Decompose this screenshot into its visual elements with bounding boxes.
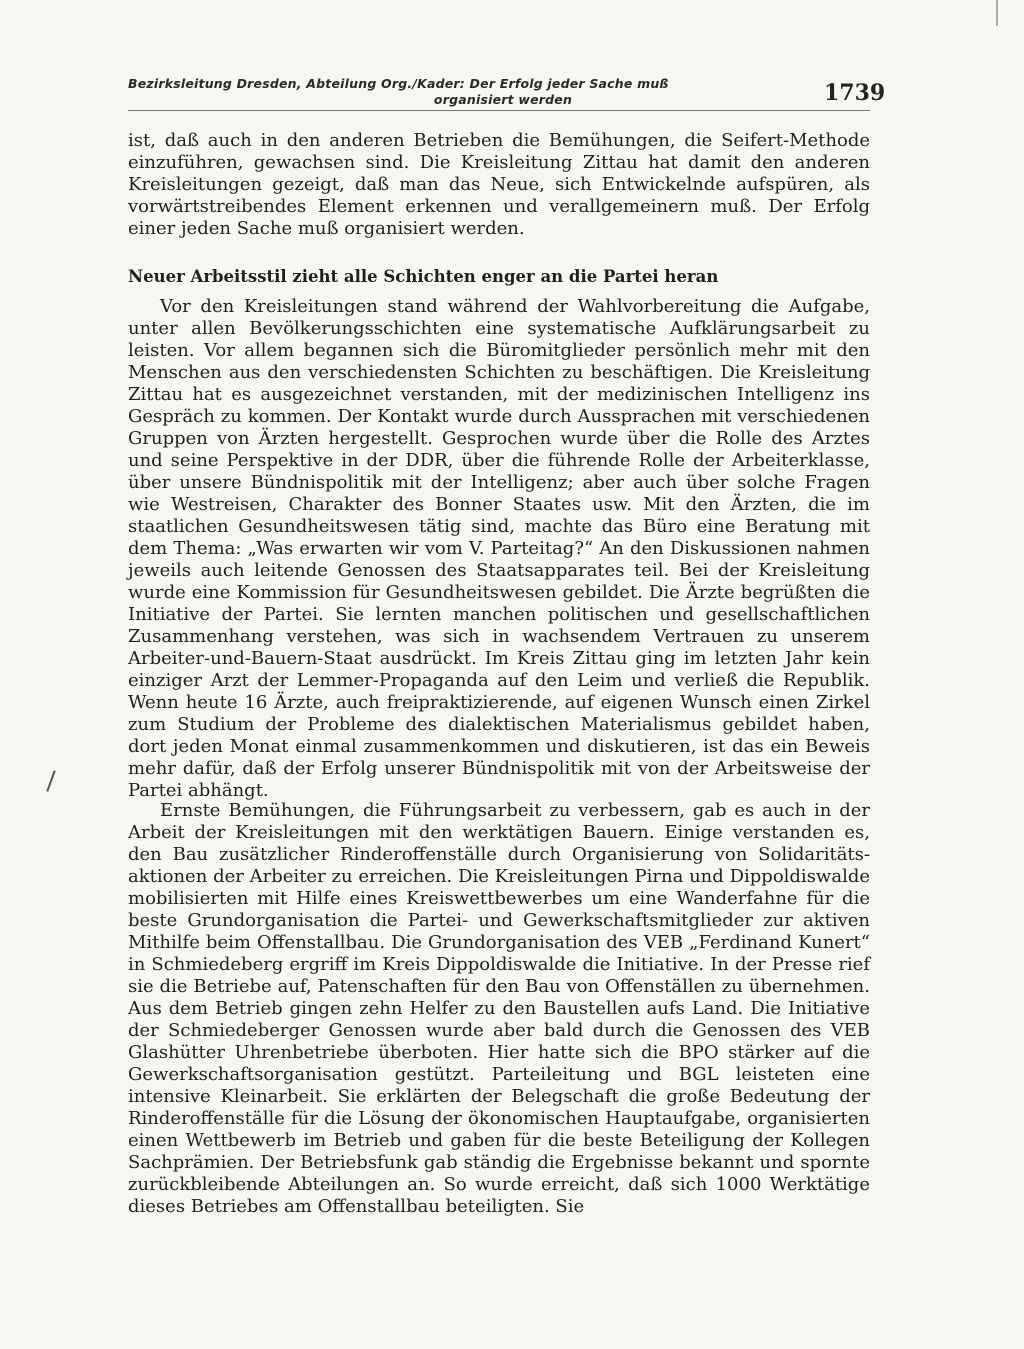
paragraph-1: ist, daß auch in den anderen Betrieben die Bemühungen, die Seifert-Methode einzuführen, gewachsen sind. Die Kreisleitung Zittau hat damit den anderen Kreisleitungen gezeigt, daß man das Neue, sich Entwickelnde aufspüren, als vorwärtstreibendes Element erkennen und verallgemeinern muß. Der Erfolg einer jeden Sache muß organisiert werden. (128, 130, 870, 239)
running-title-line-1: Bezirksleitung Dresden, Abteilung Org./Kader: Der Erfolg jeder Sache muß (128, 76, 669, 91)
paragraph-3: Ernste Bemühungen, die Führungsarbeit zu verbessern, gab es auch in der Arbeit der Kreisleitungen mit den werktätigen Bauern. Einige verstanden es, den Bau zusätzlicher Rinderoffenställe durch Organisierung von Solidaritätsaktionen der Arbeiter zu erreichen. Die Kreisleitungen Pirna und Dippoldiswalde mobilisierten mit Hilfe eines Kreiswettbewerbes um eine Wanderfahne für die beste Grundorganisation die Partei- und Gewerkschaftsmitglieder zur aktiven Mithilfe beim Offenstallbau. Die Grundorganisation des VEB „Ferdinand Kunert“ in Schmiedeberg ergriff im Kreis Dippoldiswalde die Initiative. In der Presse rief sie die Betriebe auf, Patenschaften für den Bau von Offenställen zu übernehmen. Aus dem Betrieb gingen zehn Helfer zu den Baustellen aufs Land. Die Initiative der Schmiedeberger Genossen wurde aber bald durch die Genossen des VEB Glashütter Uhrenbetriebe überboten. Hier hatte sich die BPO stärker auf die Gewerkschaftsorganisation gestützt. Parteileitung und BGL leisteten eine intensive Kleinarbeit. Sie erklärten der Belegschaft die große Bedeutung der Rinderoffenställe für die Lösung der ökonomischen Hauptaufgabe, organisierten einen Wettbewerb im Betrieb und gaben für die beste Beteiligung der Kollegen Sachprämien. Der Betriebsfunk gab ständig die Ergebnisse bekannt und spornte zurückbleibende Abteilungen an. So wurde erreicht, daß sich 1000 Werktätige dieses Betriebes am Offenstallbau beteiligten. Sie (128, 800, 870, 1217)
running-title-line-2: organisiert werden (433, 92, 573, 107)
scan-artifact (996, 0, 998, 26)
running-header (128, 76, 758, 108)
page-number: 1739 (824, 80, 886, 106)
margin-pencil-mark (46, 770, 55, 791)
header-rule (128, 110, 870, 111)
section-heading: Neuer Arbeitsstil zieht alle Schichten enger an die Partei heran (128, 267, 719, 286)
paragraph-2: Vor den Kreisleitungen stand während der Wahlvorbereitung die Aufgabe, unter allen Bevölkerungsschichten eine systematische Aufklärungsarbeit zu leisten. Vor allem begannen sich die Büromitglieder persönlich mehr mit den Menschen aus den verschiedensten Schichten zu beschäftigen. Die Kreisleitung Zittau hat es ausgezeichnet verstanden, mit der medizinischen Intelligenz ins Gespräch zu kommen. Der Kontakt wurde durch Aussprachen mit verschiedenen Gruppen von Ärzten hergestellt. Gesprochen wurde über die Rolle des Arztes und seine Perspektive in der DDR, über die führende Rolle der Arbeiterklasse, über unsere Bündnispolitik mit der Intelligenz; aber auch über solche Fragen wie Westreisen, Charakter des Bonner Staates usw. Mit den Ärzten, die im staatlichen Gesundheitswesen tätig sind, machte das Büro eine Beratung mit dem Thema: „Was erwarten wir vom V. Parteitag?“ An den Diskussionen nahmen jeweils auch leitende Genossen des Staatsapparates teil. Bei der Kreisleitung wurde eine Kommission für Gesundheitswesen gebildet. Die Ärzte begrüßten die Initiative der Partei. Sie lernten manchen politischen und gesellschaftlichen Zusammenhang verstehen, was sich in wachsendem Vertrauen zu unserem Arbeiter-und-Bauern-Staat ausdrückt. Im Kreis Zittau ging im letzten Jahr kein einziger Arzt der Lemmer-Propaganda auf den Leim und verließ die Republik. Wenn heute 16 Ärzte, auch freipraktizierende, auf eigenen Wunsch einen Zirkel zum Studium der Probleme des dialektischen Materialismus gebildet haben, dort jeden Monat einmal zusammenkommen und diskutieren, ist das ein Beweis mehr dafür, daß der Erfolg unserer Bündnispolitik mit von der Arbeitsweise der Partei abhängt. (128, 296, 870, 801)
